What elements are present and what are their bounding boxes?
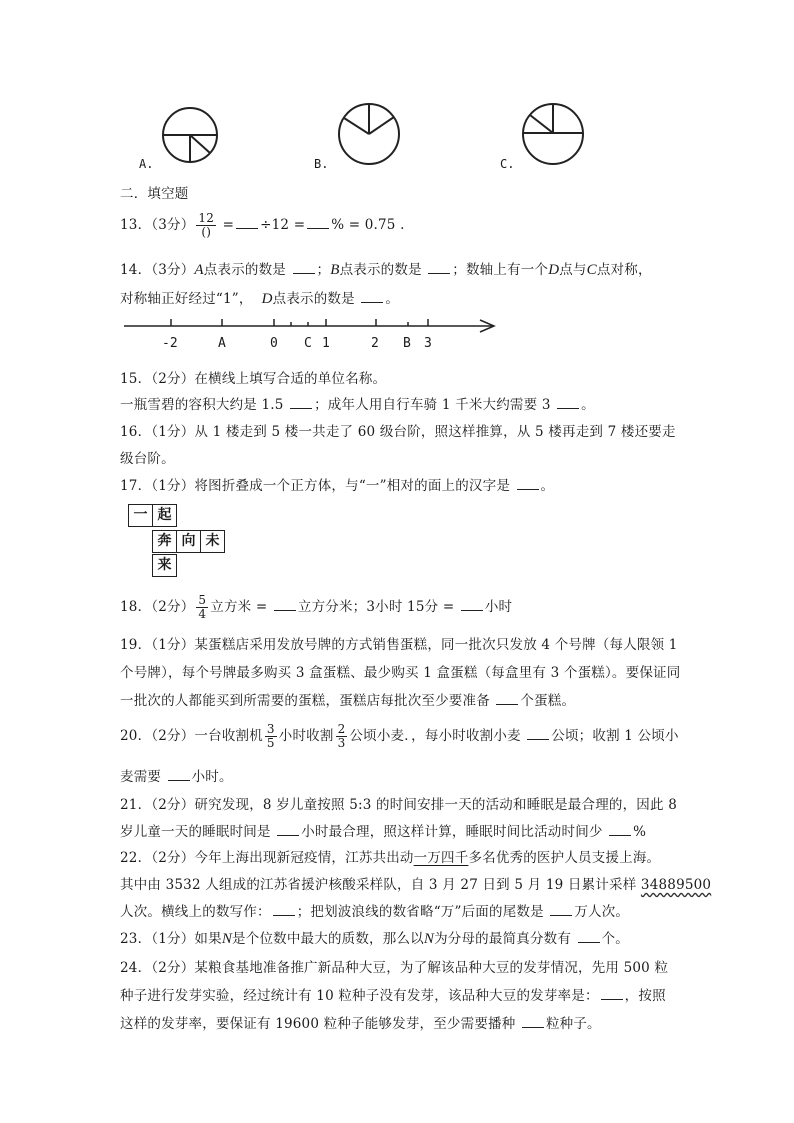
q20-fraction-2: [336, 723, 348, 750]
q15-text-c: 。: [581, 397, 595, 413]
q23-blank[interactable]: [578, 930, 600, 943]
pie-figure-c: [518, 101, 588, 167]
q19-text-b: 个蛋糕。: [520, 693, 576, 709]
q22-text-e: 人次。横线上的数写作：: [120, 904, 271, 920]
q18-frac-num: 5: [198, 593, 207, 607]
question-24-line2: [120, 984, 666, 1004]
q14-sep2: ；数轴上有一个: [452, 262, 549, 278]
number-line: [118, 313, 503, 357]
question-22-line2: [120, 873, 711, 893]
q22-wavy-number: 34889500: [640, 877, 712, 893]
question-24-line3: [120, 1012, 601, 1032]
option-label-b: B.: [314, 157, 329, 171]
q20-blank-2[interactable]: [168, 768, 190, 781]
question-18: [120, 592, 512, 622]
q18-text-3: 小时: [484, 599, 513, 615]
question-16-line2: 级台阶。: [120, 451, 175, 467]
q13-prefix: 13．（3分）: [120, 217, 195, 233]
net-cell-6: 来: [152, 554, 177, 577]
q13-fraction: [196, 212, 216, 239]
q23-text-c: 为分母的最简真分数有: [434, 931, 572, 947]
q22-text-g: 万人次。: [574, 904, 630, 920]
q24-blank-1[interactable]: [601, 987, 623, 1000]
q14-sep1: ；: [316, 262, 331, 278]
q13-blank-1[interactable]: [236, 216, 258, 229]
q14-blank-b[interactable]: [428, 261, 450, 274]
q13-pct: % = 0.75 .: [331, 217, 405, 233]
question-24-line1: 24．（2分）某粮食基地准备推广新品种大豆，为了解该品种大豆的发芽情况，先用 500 粒: [120, 960, 669, 976]
q14-d-text: 点与: [559, 262, 587, 278]
q18-frac-den: 4: [198, 607, 207, 621]
q23-var-n: N: [221, 931, 233, 947]
question-19-line2: 个号牌），每个号牌最多购买 3 盒蛋糕、最少购买 1 盒蛋糕（每盒里有 3 个蛋糕）。要保证同: [120, 665, 681, 681]
q20-blank-1[interactable]: [527, 727, 549, 740]
option-label-a: A.: [139, 157, 154, 171]
question-14-line2: [120, 287, 399, 308]
q14-var-d2: D: [261, 291, 273, 307]
net-cell-2: 起: [152, 504, 177, 527]
q13-blank-2[interactable]: [307, 216, 329, 229]
pie-figure-a: [158, 105, 222, 165]
axis-label-3: 3: [424, 336, 432, 351]
q14-prefix: 14．（3分）: [120, 262, 195, 278]
q19-text-a: 一批次的人都能买到所需要的蛋糕，蛋糕店每批次至少要准备: [120, 693, 490, 709]
q18-prefix: 18．（2分）: [120, 599, 195, 615]
question-17: [120, 474, 554, 494]
net-cell-1: 一: [128, 504, 153, 527]
question-14-line1: [120, 258, 652, 279]
q23-text-b: 是个位数中最大的质数，那么以: [232, 931, 424, 947]
q23-text-d: 个。: [601, 931, 629, 947]
net-cell-5: 未: [200, 530, 225, 553]
q17-blank[interactable]: [517, 477, 539, 490]
q18-fraction: [196, 594, 208, 621]
axis-label-neg2: -2: [162, 336, 178, 351]
q14-a-text: 点表示的数是: [203, 262, 286, 278]
q24-text-a: 种子进行发芽实验，经过统计有 10 粒种子没有发芽，该品种大豆的发芽率是：: [120, 988, 599, 1004]
axis-label-0: 0: [270, 336, 278, 351]
question-20-line1: [120, 721, 679, 751]
q13-div: ÷12 =: [260, 217, 306, 233]
axis-label-2: 2: [371, 336, 379, 351]
q13-frac-num: 12: [198, 211, 215, 225]
q21-text-b: 小时最合理，照这样计算，睡眠时间比活动时间少: [301, 824, 603, 840]
option-label-c: C.: [500, 157, 515, 171]
question-15-line1: 15．（2分）在横线上填写合适的单位名称。: [120, 371, 387, 387]
q24-blank-2[interactable]: [522, 1015, 544, 1028]
q14-b-text: 点表示的数是: [339, 262, 422, 278]
q17-text: 17．（1分）将图折叠成一个正方体，与“一”相对的面上的汉字是: [120, 478, 511, 494]
q20-fraction-1: [265, 723, 277, 750]
q14-d2-text: 点表示的数是: [272, 291, 355, 307]
section-title: 二．填空题: [120, 186, 189, 202]
q15-blank-2[interactable]: [557, 396, 579, 409]
question-23: [120, 927, 629, 948]
question-16-line1: 16．（1分）从 1 楼走到 5 楼一共走了 60 级台阶，照这样推算，从 5 楼再走到 7 楼还要走: [120, 424, 676, 440]
q22-text-c: 多名优秀的医护人员支援上海。: [468, 850, 661, 866]
q14-line2-text: 对称轴正好经过“1”，: [120, 291, 253, 307]
q14-var-b: B: [330, 262, 340, 278]
pie-figure-b: [334, 101, 404, 167]
q22-text-a: 22．（2分）今年上海出现新冠疫情，江苏共出动: [120, 850, 414, 866]
q21-text-a: 岁儿童一天的睡眠时间是: [120, 824, 271, 840]
q20-prefix: 20．（2分）一台收割机: [120, 728, 263, 744]
q18-text-2: 立方分米；3小时 15分 =: [297, 599, 455, 615]
q20-f1-num: 3: [266, 722, 275, 736]
q14-var-c: C: [586, 262, 597, 278]
question-19-line3: [120, 689, 575, 709]
question-22-line3: [120, 900, 629, 920]
question-21-line1: 21．（2分）研究发现，8 岁儿童按照 5:3 的时间安排一天的活动和睡眠是最合理的，因此 8: [120, 797, 677, 813]
q23-var-n2: N: [423, 931, 435, 947]
q24-text-c: 这样的发芽率，要保证有 19600 粒种子能够发芽，至少需要播种: [120, 1016, 516, 1032]
axis-label-c: C: [304, 336, 312, 351]
q15-blank-1[interactable]: [290, 396, 312, 409]
q19-blank[interactable]: [496, 692, 518, 705]
axis-label-b: B: [403, 336, 411, 351]
question-22-line1: [120, 846, 660, 866]
q24-text-b: ，按照: [624, 988, 666, 1004]
q18-text-1: 立方米 =: [210, 599, 268, 615]
q14-var-d: D: [548, 262, 560, 278]
question-21-line2: [120, 820, 646, 840]
q21-blank-2[interactable]: [609, 823, 631, 836]
axis-label-1: 1: [322, 336, 330, 351]
q22-blank-1[interactable]: [273, 903, 295, 916]
q22-blank-2[interactable]: [550, 903, 572, 916]
question-15-line2: [120, 393, 595, 413]
q15-text-b: ；成年人用自行车骑 1 千米大约需要 3: [314, 397, 551, 413]
q23-text-a: 23．（1分）如果: [120, 931, 222, 947]
q13-eq: =: [222, 217, 235, 233]
q13-frac-den: (): [201, 225, 212, 239]
q21-text-c: %: [633, 824, 647, 840]
q20-text-5: 小时。: [191, 769, 233, 785]
q15-text-a: 一瓶雪碧的容积大约是 1.5: [120, 397, 284, 413]
q18-blank-1[interactable]: [274, 598, 296, 611]
q14-var-a: A: [194, 262, 204, 278]
q17-end: 。: [540, 478, 555, 494]
q18-blank-2[interactable]: [461, 598, 483, 611]
q20-f1-den: 5: [266, 736, 275, 750]
q14-c-text: 点对称，: [596, 262, 652, 278]
q22-text-d: 其中由 3532 人组成的江苏省援沪核酸采样队，自 3 月 27 日到 5 月 19 日累计采样: [120, 877, 641, 893]
q14-end: 。: [385, 291, 400, 307]
axis-label-a: A: [218, 336, 226, 351]
q14-blank-d[interactable]: [361, 290, 383, 303]
q20-f2-num: 2: [337, 722, 346, 736]
question-20-line2: [120, 765, 233, 785]
q21-blank-1[interactable]: [277, 823, 299, 836]
net-cell-4: 向: [176, 530, 201, 553]
q14-blank-a[interactable]: [293, 261, 315, 274]
q20-f2-den: 3: [337, 736, 346, 750]
q20-text-1: 小时收割: [278, 728, 334, 744]
q20-text-3: 公顷；收割 1 公顷小: [551, 728, 679, 744]
q24-text-d: 粒种子。: [545, 1016, 601, 1032]
net-cell-3: 奔: [152, 530, 177, 553]
question-13: [120, 210, 405, 240]
q22-underlined-number: 一万四千: [413, 850, 469, 866]
q20-text-2: 公顷小麦．，每小时收割小麦: [349, 728, 521, 744]
q20-text-4: 麦需要: [120, 769, 162, 785]
q22-text-f: ；把划波浪线的数省略“万”后面的尾数是: [296, 904, 544, 920]
question-19-line1: 19．（1分）某蛋糕店采用发放号牌的方式销售蛋糕，同一批次只发放 4 个号牌（每人限领 1: [120, 637, 678, 653]
